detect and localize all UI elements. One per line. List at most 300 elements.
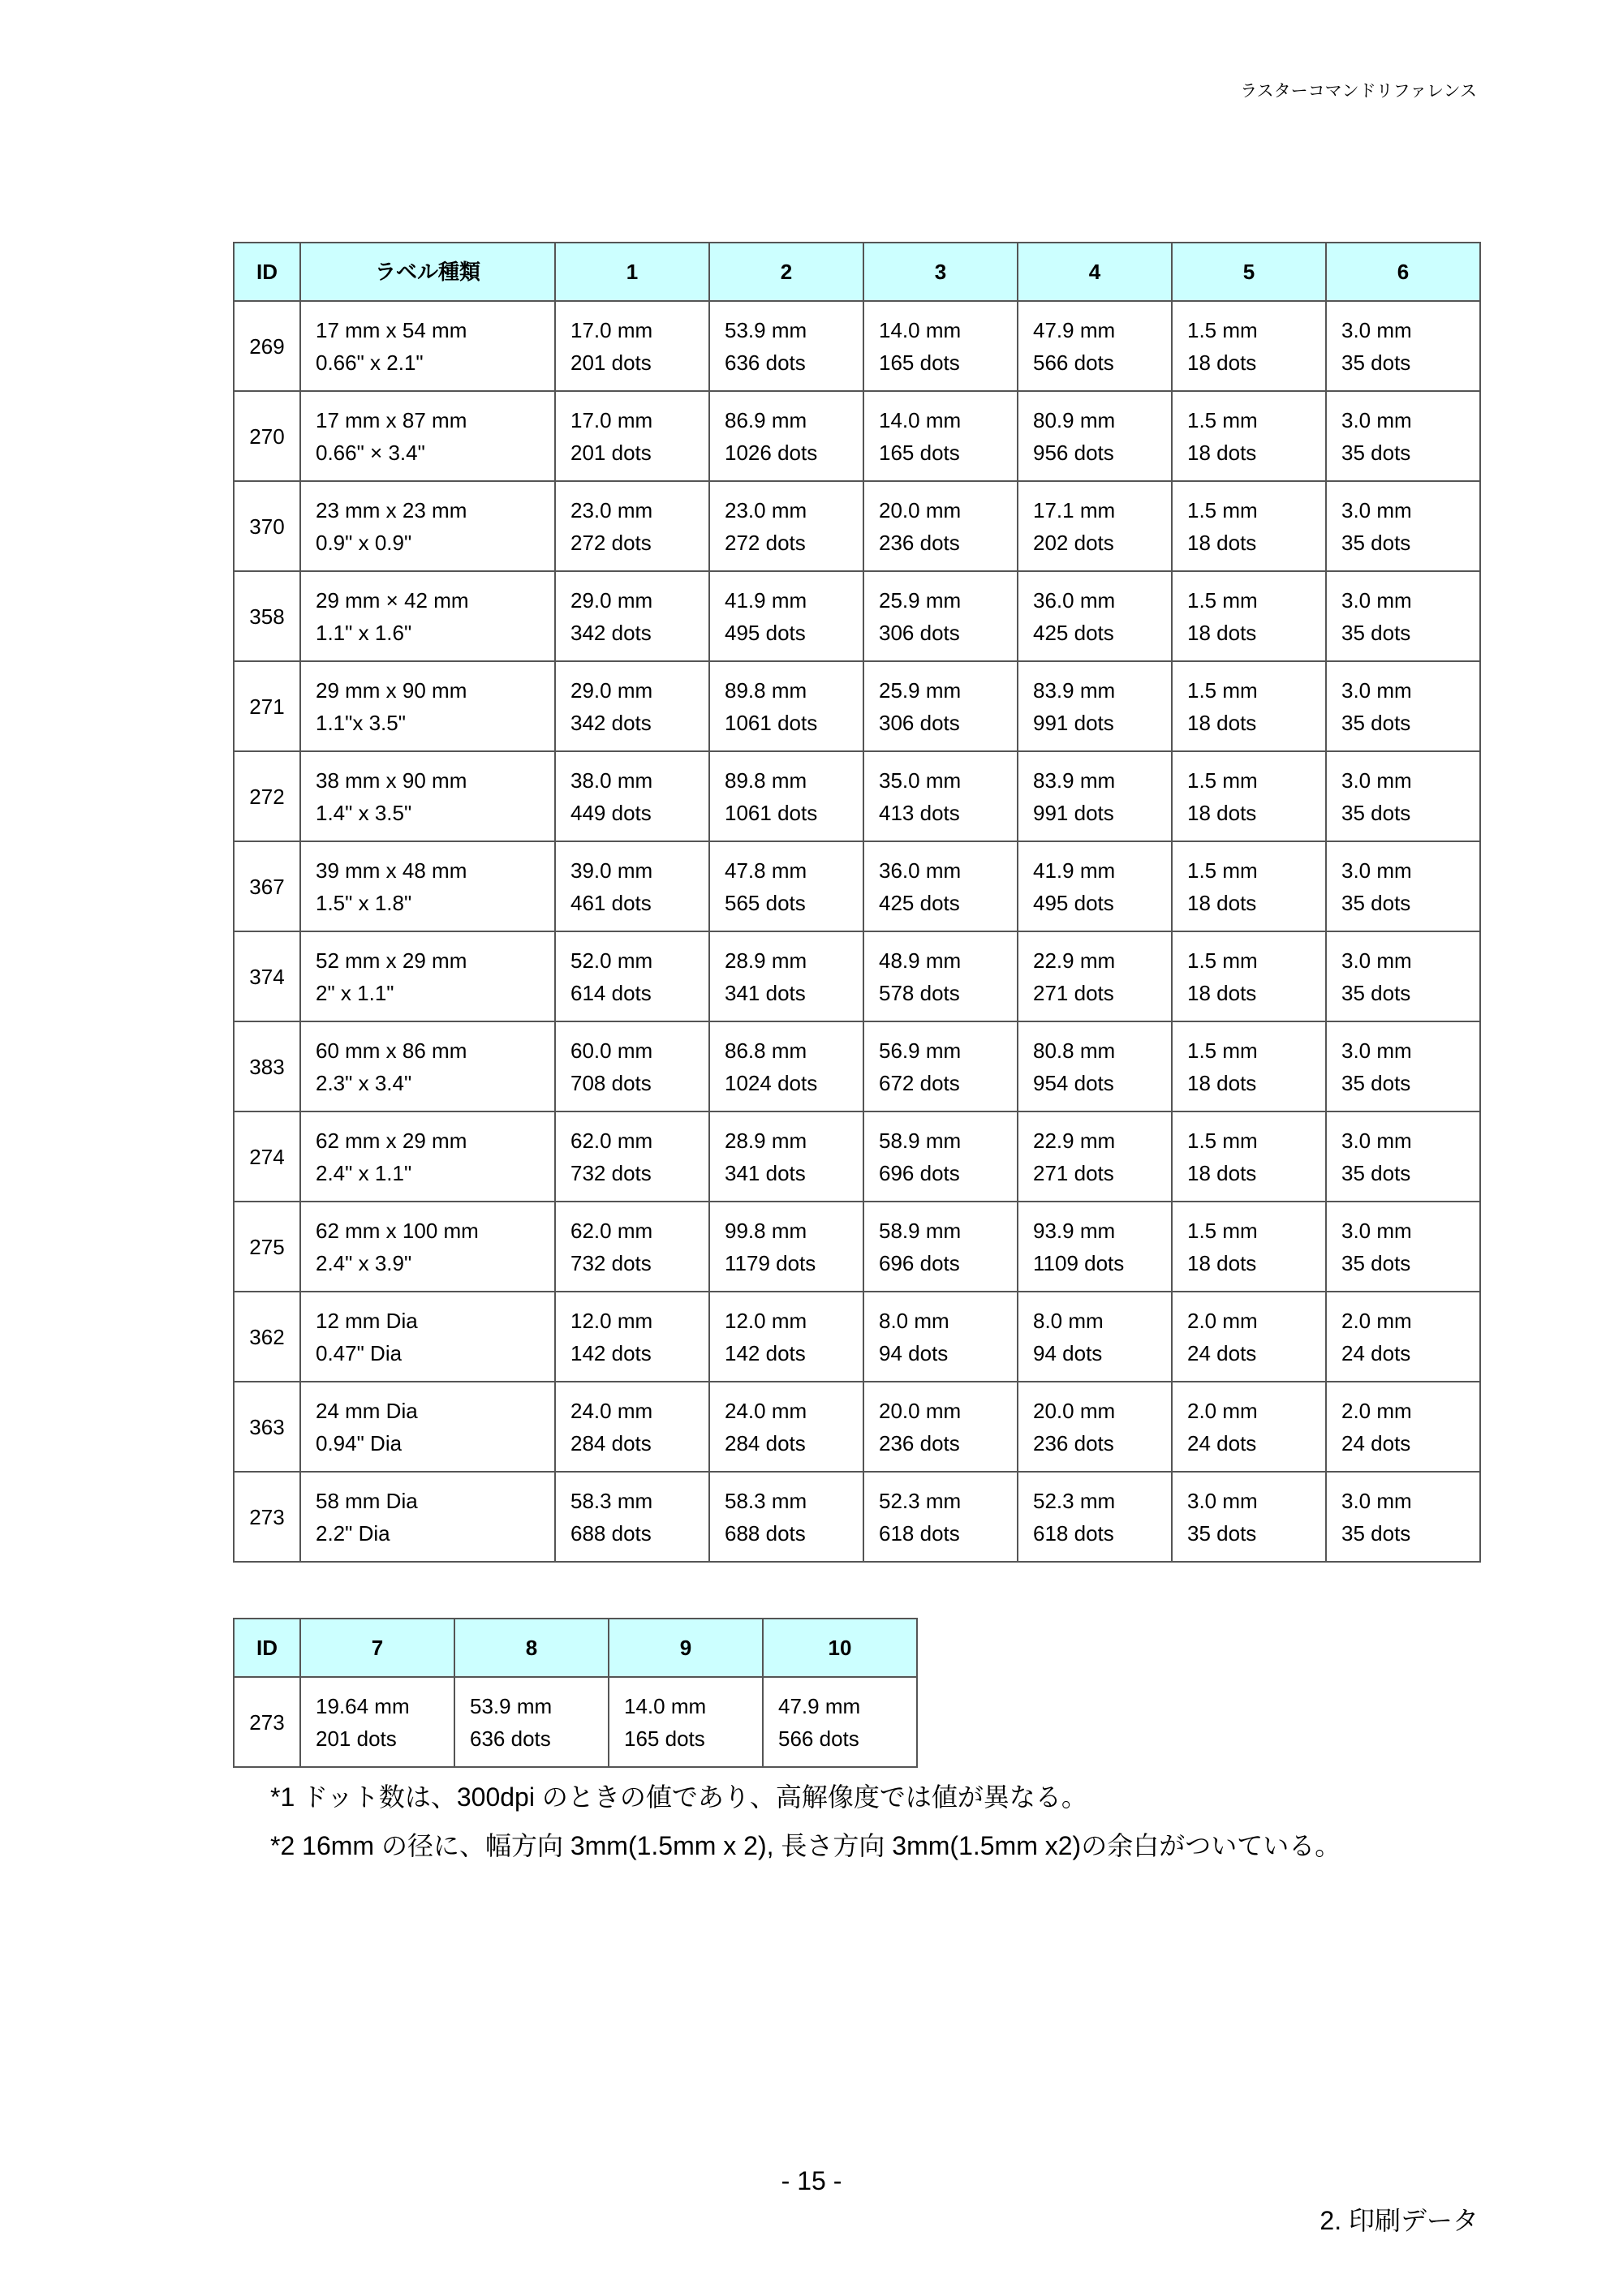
cell-text: 696 dots bbox=[879, 1160, 960, 1185]
table-row bbox=[234, 391, 1480, 481]
table-cell bbox=[1018, 751, 1172, 841]
cell-text: 495 dots bbox=[725, 620, 806, 645]
cell-text: 18 dots bbox=[1187, 800, 1257, 825]
table-cell bbox=[1018, 301, 1172, 391]
cell-text: 1.1" x 1.6" bbox=[316, 620, 412, 645]
table-row bbox=[234, 1021, 1480, 1111]
table-cell bbox=[1172, 931, 1326, 1021]
cell-text: 12.0 mm bbox=[570, 1308, 653, 1333]
cell-text: 0.66" × 3.4" bbox=[316, 440, 425, 465]
cell-text: 672 dots bbox=[879, 1070, 960, 1095]
label-id-cell: 374 bbox=[234, 931, 300, 1021]
cell-text: 1.5 mm bbox=[1187, 1038, 1258, 1063]
cell-text: 19.64 mm bbox=[316, 1693, 410, 1718]
cell-text: 202 dots bbox=[1033, 530, 1114, 555]
cell-text: 25.9 mm bbox=[879, 587, 962, 613]
cell-text: 52 mm x 29 mm bbox=[316, 948, 467, 973]
cell-text: 708 dots bbox=[570, 1070, 652, 1095]
cell-text: 35 dots bbox=[1341, 980, 1411, 1005]
cell-text: 22.9 mm bbox=[1033, 1128, 1116, 1153]
cell-text: 35 dots bbox=[1341, 800, 1411, 825]
table-row bbox=[234, 571, 1480, 661]
cell-text: 20.0 mm bbox=[879, 497, 962, 522]
cell-text: 2.0 mm bbox=[1341, 1398, 1412, 1423]
table-cell bbox=[709, 661, 863, 751]
cell-text: 14.0 mm bbox=[879, 407, 962, 432]
cell-text: 29 mm × 42 mm bbox=[316, 587, 469, 613]
table-cell bbox=[709, 571, 863, 661]
cell-text: 142 dots bbox=[725, 1340, 806, 1365]
cell-text: 80.8 mm bbox=[1033, 1038, 1116, 1063]
table-cell bbox=[300, 931, 555, 1021]
cell-text: 2.2" Dia bbox=[316, 1520, 390, 1546]
cell-text: 636 dots bbox=[725, 350, 806, 375]
cell-text: 18 dots bbox=[1187, 980, 1257, 1005]
label-id-cell: 363 bbox=[234, 1382, 300, 1472]
cell-text: 688 dots bbox=[725, 1520, 806, 1546]
table-cell bbox=[863, 1472, 1018, 1562]
table-cell bbox=[863, 1292, 1018, 1382]
table-cell bbox=[1018, 1382, 1172, 1472]
table-cell bbox=[555, 1021, 709, 1111]
cell-text: 1.5 mm bbox=[1187, 948, 1258, 973]
table-cell bbox=[1172, 1021, 1326, 1111]
table-cell bbox=[1018, 841, 1172, 931]
table-cell bbox=[1018, 391, 1172, 481]
column-header: 8 bbox=[454, 1619, 609, 1677]
cell-text: 56.9 mm bbox=[879, 1038, 962, 1063]
label-dimensions-table bbox=[233, 242, 1481, 1563]
cell-text: 18 dots bbox=[1187, 1160, 1257, 1185]
table-cell bbox=[1326, 391, 1480, 481]
table-cell bbox=[1018, 1292, 1172, 1382]
column-header: 7 bbox=[300, 1619, 454, 1677]
table-row bbox=[234, 481, 1480, 571]
cell-text: 18 dots bbox=[1187, 530, 1257, 555]
cell-text: 24 dots bbox=[1187, 1340, 1257, 1365]
cell-text: 18 dots bbox=[1187, 890, 1257, 915]
cell-text: 3.0 mm bbox=[1341, 858, 1412, 883]
label-id-cell: 383 bbox=[234, 1021, 300, 1111]
table-cell bbox=[300, 751, 555, 841]
cell-text: 80.9 mm bbox=[1033, 407, 1116, 432]
cell-text: 1.5 mm bbox=[1187, 677, 1258, 703]
cell-text: 18 dots bbox=[1187, 1070, 1257, 1095]
table-cell bbox=[863, 301, 1018, 391]
cell-text: 142 dots bbox=[570, 1340, 652, 1365]
cell-text: 29.0 mm bbox=[570, 677, 653, 703]
table-cell bbox=[1172, 841, 1326, 931]
table-header-row bbox=[234, 243, 1480, 301]
table-cell bbox=[863, 1021, 1018, 1111]
cell-text: 62 mm x 100 mm bbox=[316, 1218, 479, 1243]
footnote-2: *2 16mm の径に、幅方向 3mm(1.5mm x 2), 長さ方向 3mm(1.5mm x2)の余白がついている。 bbox=[270, 1831, 1341, 1860]
table-cell bbox=[709, 301, 863, 391]
cell-text: 1.4" x 3.5" bbox=[316, 800, 412, 825]
cell-text: 3.0 mm bbox=[1187, 1488, 1258, 1513]
cell-text: 24 dots bbox=[1341, 1430, 1411, 1455]
label-id-cell: 270 bbox=[234, 391, 300, 481]
table-cell bbox=[1326, 841, 1480, 931]
table-cell bbox=[555, 1111, 709, 1202]
cell-text: 17.0 mm bbox=[570, 407, 653, 432]
cell-text: 0.94" Dia bbox=[316, 1430, 403, 1455]
cell-text: 2.3" x 3.4" bbox=[316, 1070, 412, 1095]
label-id-cell: 271 bbox=[234, 661, 300, 751]
table-cell bbox=[1326, 931, 1480, 1021]
cell-text: 566 dots bbox=[778, 1726, 859, 1751]
cell-text: 341 dots bbox=[725, 1160, 806, 1185]
cell-text: 24 mm Dia bbox=[316, 1398, 418, 1423]
cell-text: 425 dots bbox=[1033, 620, 1114, 645]
table-cell bbox=[1172, 391, 1326, 481]
cell-text: 24 dots bbox=[1187, 1430, 1257, 1455]
cell-text: 23.0 mm bbox=[570, 497, 653, 522]
column-header: ID bbox=[234, 243, 300, 301]
table-row bbox=[234, 1202, 1480, 1292]
cell-text: 566 dots bbox=[1033, 350, 1114, 375]
cell-text: 62 mm x 29 mm bbox=[316, 1128, 467, 1153]
table-cell bbox=[1018, 1021, 1172, 1111]
cell-text: 271 dots bbox=[1033, 980, 1114, 1005]
table-cell bbox=[709, 391, 863, 481]
table-cell bbox=[1018, 1472, 1172, 1562]
cell-text: 618 dots bbox=[1033, 1520, 1114, 1546]
cell-text: 18 dots bbox=[1187, 1250, 1257, 1275]
cell-text: 20.0 mm bbox=[879, 1398, 962, 1423]
column-header: 10 bbox=[763, 1619, 917, 1677]
label-id-cell: 367 bbox=[234, 841, 300, 931]
cell-text: 35 dots bbox=[1187, 1520, 1257, 1546]
table-cell bbox=[555, 481, 709, 571]
cell-text: 0.66" x 2.1" bbox=[316, 350, 424, 375]
table-cell bbox=[300, 1472, 555, 1562]
cell-text: 86.8 mm bbox=[725, 1038, 807, 1063]
table-cell bbox=[555, 391, 709, 481]
cell-text: 58.3 mm bbox=[570, 1488, 653, 1513]
table-cell bbox=[555, 1202, 709, 1292]
cell-text: 35 dots bbox=[1341, 1070, 1411, 1095]
cell-text: 8.0 mm bbox=[879, 1308, 949, 1333]
cell-text: 35 dots bbox=[1341, 710, 1411, 735]
cell-text: 2.0 mm bbox=[1187, 1308, 1258, 1333]
cell-text: 17 mm x 87 mm bbox=[316, 407, 467, 432]
column-header: 9 bbox=[609, 1619, 763, 1677]
cell-text: 35 dots bbox=[1341, 1520, 1411, 1546]
table-cell bbox=[609, 1677, 763, 1767]
cell-text: 3.0 mm bbox=[1341, 767, 1412, 793]
label-id-cell: 358 bbox=[234, 571, 300, 661]
label-id-cell: 273 bbox=[234, 1677, 300, 1767]
cell-text: 24 dots bbox=[1341, 1340, 1411, 1365]
cell-text: 3.0 mm bbox=[1341, 407, 1412, 432]
cell-text: 38.0 mm bbox=[570, 767, 653, 793]
cell-text: 3.0 mm bbox=[1341, 1038, 1412, 1063]
cell-text: 2.4" x 3.9" bbox=[316, 1250, 412, 1275]
table-cell bbox=[555, 661, 709, 751]
cell-text: 201 dots bbox=[316, 1726, 397, 1751]
column-header: ID bbox=[234, 1619, 300, 1677]
table-cell bbox=[763, 1677, 917, 1767]
cell-text: 3.0 mm bbox=[1341, 497, 1412, 522]
cell-text: 58.9 mm bbox=[879, 1128, 962, 1153]
cell-text: 2.4" x 1.1" bbox=[316, 1160, 412, 1185]
table-cell bbox=[1172, 751, 1326, 841]
table-row bbox=[234, 751, 1480, 841]
table-cell bbox=[863, 481, 1018, 571]
cell-text: 425 dots bbox=[879, 890, 960, 915]
cell-text: 93.9 mm bbox=[1033, 1218, 1116, 1243]
cell-text: 35 dots bbox=[1341, 350, 1411, 375]
table-cell bbox=[709, 931, 863, 1021]
table-cell bbox=[863, 1202, 1018, 1292]
cell-text: 14.0 mm bbox=[879, 317, 962, 342]
cell-text: 495 dots bbox=[1033, 890, 1114, 915]
cell-text: 991 dots bbox=[1033, 800, 1114, 825]
table-cell bbox=[300, 1202, 555, 1292]
column-header: ラベル種類 bbox=[300, 243, 555, 301]
table-cell bbox=[1172, 1382, 1326, 1472]
table-cell bbox=[1326, 1382, 1480, 1472]
cell-text: 3.0 mm bbox=[1341, 1128, 1412, 1153]
table-row bbox=[234, 1292, 1480, 1382]
cell-text: 25.9 mm bbox=[879, 677, 962, 703]
cell-text: 17.0 mm bbox=[570, 317, 653, 342]
cell-text: 35 dots bbox=[1341, 620, 1411, 645]
cell-text: 165 dots bbox=[624, 1726, 705, 1751]
cell-text: 342 dots bbox=[570, 710, 652, 735]
table-row bbox=[234, 931, 1480, 1021]
table-cell bbox=[300, 1111, 555, 1202]
table-row bbox=[234, 1472, 1480, 1562]
table-cell bbox=[1326, 481, 1480, 571]
table-cell bbox=[300, 1382, 555, 1472]
cell-text: 342 dots bbox=[570, 620, 652, 645]
table-cell bbox=[555, 1382, 709, 1472]
cell-text: 36.0 mm bbox=[879, 858, 962, 883]
cell-text: 39.0 mm bbox=[570, 858, 653, 883]
table-cell bbox=[1018, 571, 1172, 661]
table-cell bbox=[1172, 1292, 1326, 1382]
cell-text: 23.0 mm bbox=[725, 497, 807, 522]
cell-text: 28.9 mm bbox=[725, 948, 807, 973]
cell-text: 52.3 mm bbox=[1033, 1488, 1116, 1513]
table-cell bbox=[555, 841, 709, 931]
cell-text: 272 dots bbox=[725, 530, 806, 555]
cell-text: 1061 dots bbox=[725, 710, 818, 735]
table-cell bbox=[1326, 751, 1480, 841]
cell-text: 35 dots bbox=[1341, 890, 1411, 915]
cell-text: 618 dots bbox=[879, 1520, 960, 1546]
cell-text: 89.8 mm bbox=[725, 767, 807, 793]
cell-text: 1.5" x 1.8" bbox=[316, 890, 412, 915]
table-cell bbox=[709, 1292, 863, 1382]
cell-text: 52.3 mm bbox=[879, 1488, 962, 1513]
cell-text: 3.0 mm bbox=[1341, 1488, 1412, 1513]
table-cell bbox=[300, 571, 555, 661]
table-header-row bbox=[234, 1619, 917, 1677]
column-header: 6 bbox=[1326, 243, 1480, 301]
cell-text: 12.0 mm bbox=[725, 1308, 807, 1333]
cell-text: 991 dots bbox=[1033, 710, 1114, 735]
table-cell bbox=[555, 931, 709, 1021]
table-cell bbox=[863, 1111, 1018, 1202]
cell-text: 165 dots bbox=[879, 350, 960, 375]
cell-text: 461 dots bbox=[570, 890, 652, 915]
cell-text: 1061 dots bbox=[725, 800, 818, 825]
cell-text: 38 mm x 90 mm bbox=[316, 767, 467, 793]
column-header: 5 bbox=[1172, 243, 1326, 301]
table-cell bbox=[1172, 571, 1326, 661]
label-id-cell: 275 bbox=[234, 1202, 300, 1292]
cell-text: 1109 dots bbox=[1033, 1250, 1125, 1275]
table-cell bbox=[1172, 481, 1326, 571]
cell-text: 35 dots bbox=[1341, 1160, 1411, 1185]
cell-text: 60.0 mm bbox=[570, 1038, 653, 1063]
cell-text: 35 dots bbox=[1341, 530, 1411, 555]
cell-text: 732 dots bbox=[570, 1250, 652, 1275]
cell-text: 20.0 mm bbox=[1033, 1398, 1116, 1423]
table-cell bbox=[863, 391, 1018, 481]
cell-text: 89.8 mm bbox=[725, 677, 807, 703]
cell-text: 94 dots bbox=[879, 1340, 949, 1365]
cell-text: 1.5 mm bbox=[1187, 858, 1258, 883]
table-cell bbox=[863, 1382, 1018, 1472]
column-header: 3 bbox=[863, 243, 1018, 301]
cell-text: 1179 dots bbox=[725, 1250, 816, 1275]
cell-text: 35 dots bbox=[1341, 440, 1411, 465]
cell-text: 36.0 mm bbox=[1033, 587, 1116, 613]
cell-text: 236 dots bbox=[1033, 1430, 1114, 1455]
cell-text: 272 dots bbox=[570, 530, 652, 555]
table-cell bbox=[1326, 301, 1480, 391]
cell-text: 306 dots bbox=[879, 620, 960, 645]
table-row bbox=[234, 661, 1480, 751]
cell-text: 1026 dots bbox=[725, 440, 818, 465]
cell-text: 28.9 mm bbox=[725, 1128, 807, 1153]
cell-text: 614 dots bbox=[570, 980, 652, 1005]
table-cell bbox=[1326, 661, 1480, 751]
cell-text: 18 dots bbox=[1187, 440, 1257, 465]
cell-text: 0.47" Dia bbox=[316, 1340, 403, 1365]
cell-text: 201 dots bbox=[570, 350, 652, 375]
cell-text: 18 dots bbox=[1187, 350, 1257, 375]
cell-text: 1.5 mm bbox=[1187, 587, 1258, 613]
table-row bbox=[234, 1382, 1480, 1472]
table-cell bbox=[1326, 1111, 1480, 1202]
table-cell bbox=[709, 751, 863, 841]
page-number: - 15 - bbox=[781, 2166, 842, 2195]
cell-text: 35.0 mm bbox=[879, 767, 962, 793]
table-cell bbox=[555, 571, 709, 661]
table-cell bbox=[555, 1292, 709, 1382]
table-cell bbox=[300, 841, 555, 931]
table-cell bbox=[1326, 1472, 1480, 1562]
cell-text: 18 dots bbox=[1187, 620, 1257, 645]
table-cell bbox=[709, 1021, 863, 1111]
table-cell bbox=[454, 1677, 609, 1767]
table-row bbox=[234, 1111, 1480, 1202]
table-cell bbox=[863, 751, 1018, 841]
cell-text: 53.9 mm bbox=[470, 1693, 553, 1718]
cell-text: 236 dots bbox=[879, 1430, 960, 1455]
cell-text: 41.9 mm bbox=[725, 587, 807, 613]
cell-text: 413 dots bbox=[879, 800, 960, 825]
table-cell bbox=[555, 1472, 709, 1562]
table-cell bbox=[1018, 661, 1172, 751]
cell-text: 636 dots bbox=[470, 1726, 551, 1751]
table-cell bbox=[863, 931, 1018, 1021]
cell-text: 35 dots bbox=[1341, 1250, 1411, 1275]
cell-text: 1.1"x 3.5" bbox=[316, 710, 406, 735]
table-cell bbox=[300, 1677, 454, 1767]
table-row bbox=[234, 301, 1480, 391]
cell-text: 956 dots bbox=[1033, 440, 1114, 465]
table-cell bbox=[1326, 1202, 1480, 1292]
cell-text: 53.9 mm bbox=[725, 317, 807, 342]
cell-text: 24.0 mm bbox=[570, 1398, 653, 1423]
cell-text: 47.9 mm bbox=[778, 1693, 861, 1718]
cell-text: 2" x 1.1" bbox=[316, 980, 394, 1005]
table-cell bbox=[300, 1021, 555, 1111]
table-cell bbox=[709, 841, 863, 931]
cell-text: 18 dots bbox=[1187, 710, 1257, 735]
table-cell bbox=[1018, 1202, 1172, 1292]
table-cell bbox=[1018, 481, 1172, 571]
cell-text: 284 dots bbox=[725, 1430, 806, 1455]
table-cell bbox=[1326, 1292, 1480, 1382]
cell-text: 0.9" x 0.9" bbox=[316, 530, 412, 555]
cell-text: 62.0 mm bbox=[570, 1128, 653, 1153]
table-cell bbox=[1018, 1111, 1172, 1202]
cell-text: 52.0 mm bbox=[570, 948, 653, 973]
cell-text: 284 dots bbox=[570, 1430, 652, 1455]
cell-text: 47.8 mm bbox=[725, 858, 807, 883]
cell-text: 688 dots bbox=[570, 1520, 652, 1546]
table-cell bbox=[300, 481, 555, 571]
table-cell bbox=[1172, 1111, 1326, 1202]
cell-text: 449 dots bbox=[570, 800, 652, 825]
cell-text: 12 mm Dia bbox=[316, 1308, 418, 1333]
table-cell bbox=[300, 391, 555, 481]
cell-text: 696 dots bbox=[879, 1250, 960, 1275]
footnote-1: *1 ドット数は、300dpi のときの値であり、高解像度では値が異なる。 bbox=[270, 1782, 1087, 1812]
table-cell bbox=[300, 1292, 555, 1382]
cell-text: 1.5 mm bbox=[1187, 1218, 1258, 1243]
table-cell bbox=[863, 571, 1018, 661]
cell-text: 17 mm x 54 mm bbox=[316, 317, 467, 342]
table-cell bbox=[709, 1472, 863, 1562]
label-id-cell: 272 bbox=[234, 751, 300, 841]
cell-text: 165 dots bbox=[879, 440, 960, 465]
table-cell bbox=[709, 1202, 863, 1292]
cell-text: 3.0 mm bbox=[1341, 948, 1412, 973]
table-cell bbox=[1172, 1202, 1326, 1292]
column-header: 1 bbox=[555, 243, 709, 301]
label-id-cell: 269 bbox=[234, 301, 300, 391]
cell-text: 62.0 mm bbox=[570, 1218, 653, 1243]
cell-text: 58.3 mm bbox=[725, 1488, 807, 1513]
table-cell bbox=[555, 301, 709, 391]
cell-text: 58.9 mm bbox=[879, 1218, 962, 1243]
section-title: 2. 印刷データ bbox=[1319, 2206, 1479, 2235]
table-cell bbox=[1326, 571, 1480, 661]
cell-text: 236 dots bbox=[879, 530, 960, 555]
table-cell bbox=[709, 1382, 863, 1472]
cell-text: 39 mm x 48 mm bbox=[316, 858, 467, 883]
cell-text: 86.9 mm bbox=[725, 407, 807, 432]
label-id-cell: 370 bbox=[234, 481, 300, 571]
